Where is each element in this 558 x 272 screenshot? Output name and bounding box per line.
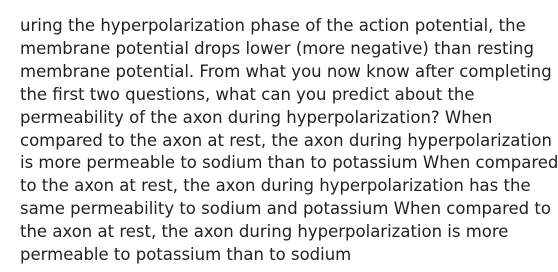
text-line-1: uring the hyperpolarization phase of the action potential, the	[20, 16, 526, 35]
text-line-11: permeable to potassium than to sodium	[20, 245, 352, 265]
text-line-9: same permeability to sodium and potassium When compared to	[20, 199, 551, 219]
text-line-3: membrane potential. From what you now know after completing	[20, 61, 552, 81]
text-line-2: membrane potential drops lower (more negative) than resting	[20, 38, 534, 58]
text-line-8: to the axon at rest, the axon during hyperpolarization has the	[20, 176, 531, 196]
text-line-6: compared to the axon at rest, the axon during hyperpolarization	[20, 130, 552, 150]
text-line-4: the first two questions, what can you predict about the	[20, 84, 475, 104]
text-line-7: is more permeable to sodium than to potassium When compared	[20, 153, 558, 173]
text-line-10: the axon at rest, the axon during hyperpolarization is more	[20, 222, 509, 242]
text-line-5: permeability of the axon during hyperpolarization? When	[20, 107, 493, 127]
question-text	[20, 15, 558, 267]
